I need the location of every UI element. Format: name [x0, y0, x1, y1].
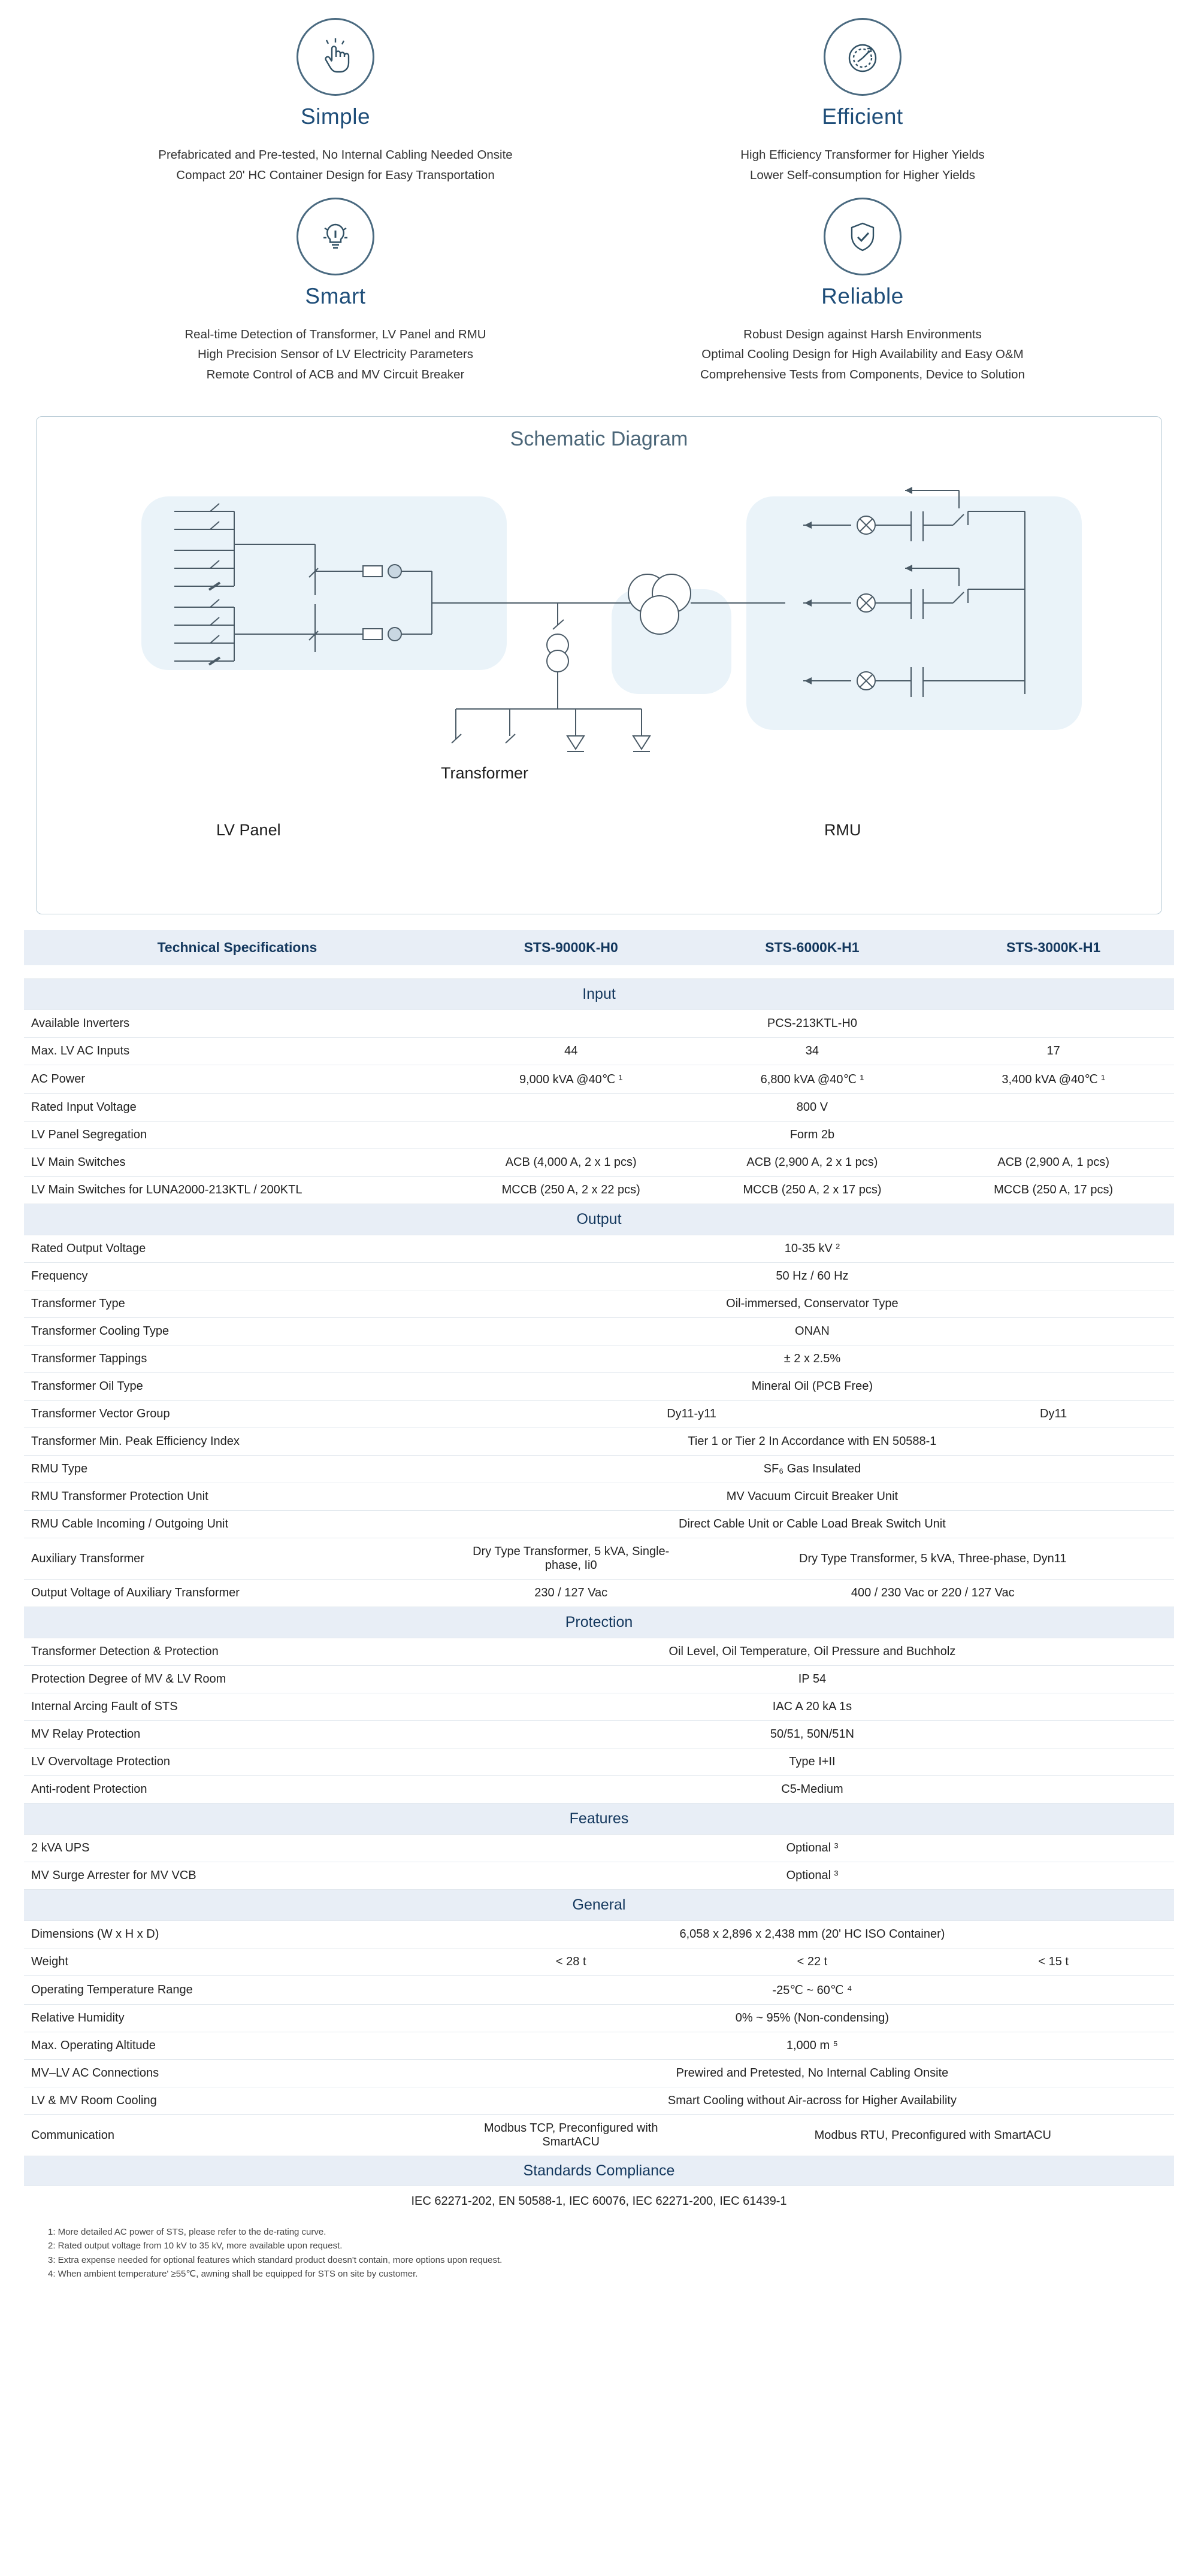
row-value: 44	[450, 1038, 692, 1065]
feature-title: Efficient	[822, 104, 903, 129]
row-value: Dy11-y11	[450, 1401, 933, 1428]
section-header-output	[24, 1204, 1174, 1235]
section-title: Protection	[24, 1607, 1174, 1638]
feature-desc	[90, 145, 581, 186]
feature-smart	[72, 192, 599, 385]
footnote-2: 2: Rated output voltage from 10 kV to 35 kV, more available upon request.	[48, 2241, 343, 2251]
spacer	[24, 965, 1174, 979]
row-value: Smart Cooling without Air-across for Higher Availability	[450, 2087, 1174, 2115]
row-label: Relative Humidity	[24, 2005, 450, 2032]
row-value: SF₆ Gas Insulated	[450, 1456, 1174, 1483]
row-label: Max. LV AC Inputs	[24, 1038, 450, 1065]
row-value: ACB (2,900 A, 2 x 1 pcs)	[692, 1149, 933, 1177]
efficiency-gauge-icon	[824, 18, 901, 96]
row-value: 230 / 127 Vac	[450, 1580, 692, 1607]
row-label: Transformer Vector Group	[24, 1401, 450, 1428]
feature-desc	[90, 325, 581, 385]
row-label: Transformer Type	[24, 1290, 450, 1318]
section-header-input	[24, 979, 1174, 1010]
table-row	[24, 1776, 1174, 1804]
table-row	[24, 1177, 1174, 1204]
schematic-diagram-panel	[36, 416, 1162, 914]
row-value: Tier 1 or Tier 2 In Accordance with EN 50588-1	[450, 1428, 1174, 1456]
rmu-zone	[746, 496, 1082, 730]
row-value: Modbus RTU, Preconfigured with SmartACU	[692, 2115, 1174, 2156]
row-value: ACB (4,000 A, 2 x 1 pcs)	[450, 1149, 692, 1177]
feature-title: Simple	[300, 104, 371, 129]
row-label: Frequency	[24, 1263, 450, 1290]
table-row	[24, 1010, 1174, 1038]
feature-desc	[617, 145, 1108, 186]
row-value: IP 54	[450, 1666, 1174, 1693]
row-label: Rated Input Voltage	[24, 1094, 450, 1122]
lightbulb-idea-icon	[297, 198, 374, 275]
row-value: ONAN	[450, 1318, 1174, 1345]
col-header-sts-3000k-h1: STS-3000K-H1	[933, 930, 1174, 965]
row-label: Protection Degree of MV & LV Room	[24, 1666, 450, 1693]
technical-specifications-table	[24, 930, 1174, 2217]
row-value: Direct Cable Unit or Cable Load Break Switch Unit	[450, 1511, 1174, 1538]
row-value: MCCB (250 A, 17 pcs)	[933, 1177, 1174, 1204]
row-value: PCS-213KTL-H0	[450, 1010, 1174, 1038]
row-value: MCCB (250 A, 2 x 17 pcs)	[692, 1177, 933, 1204]
table-row	[24, 1721, 1174, 1748]
row-value: Dry Type Transformer, 5 kVA, Three-phase, Dyn11	[692, 1538, 1174, 1580]
row-value: 50 Hz / 60 Hz	[450, 1263, 1174, 1290]
col-header-sts-6000k-h1: STS-6000K-H1	[692, 930, 933, 965]
row-label: Transformer Cooling Type	[24, 1318, 450, 1345]
row-value: < 22 t	[692, 1948, 933, 1976]
features-grid	[24, 0, 1174, 403]
table-header-row	[24, 930, 1174, 965]
row-label: RMU Cable Incoming / Outgoing Unit	[24, 1511, 450, 1538]
row-value: 800 V	[450, 1094, 1174, 1122]
row-label: Communication	[24, 2115, 450, 2156]
lv-panel-zone	[141, 496, 507, 670]
table-row	[24, 1149, 1174, 1177]
row-value: Optional ³	[450, 1862, 1174, 1890]
row-label: LV Overvoltage Protection	[24, 1748, 450, 1776]
feature-desc	[617, 325, 1108, 385]
section-title: Features	[24, 1804, 1174, 1835]
row-label: Transformer Tappings	[24, 1345, 450, 1373]
row-value: Dry Type Transformer, 5 kVA, Single-phase, Ii0	[450, 1538, 692, 1580]
table-row	[24, 1263, 1174, 1290]
table-row	[24, 1456, 1174, 1483]
hand-click-icon	[297, 18, 374, 96]
table-row	[24, 1290, 1174, 1318]
row-value: 1,000 m ⁵	[450, 2032, 1174, 2060]
schematic-title: Schematic Diagram	[510, 428, 688, 451]
row-value: 10-35 kV ²	[450, 1235, 1174, 1263]
row-value: 50/51, 50N/51N	[450, 1721, 1174, 1748]
row-label: Transformer Oil Type	[24, 1373, 450, 1401]
row-label: LV Main Switches	[24, 1149, 450, 1177]
row-label: RMU Transformer Protection Unit	[24, 1483, 450, 1511]
row-value: Dy11	[933, 1401, 1174, 1428]
row-value: Mineral Oil (PCB Free)	[450, 1373, 1174, 1401]
schematic-svg	[37, 454, 1163, 898]
row-label: LV Panel Segregation	[24, 1122, 450, 1149]
row-value: -25℃ ~ 60℃ ⁴	[450, 1976, 1174, 2005]
feature-reliable	[599, 192, 1126, 385]
table-row	[24, 1748, 1174, 1776]
table-row	[24, 1122, 1174, 1149]
row-label: Transformer Min. Peak Efficiency Index	[24, 1428, 450, 1456]
row-value: Prewired and Pretested, No Internal Cabling Onsite	[450, 2060, 1174, 2087]
footnotes	[48, 2225, 1174, 2281]
row-value: Form 2b	[450, 1122, 1174, 1149]
table-row	[24, 1401, 1174, 1428]
col-header-sts-9000k-h0: STS-9000K-H0	[450, 930, 692, 965]
row-label: LV & MV Room Cooling	[24, 2087, 450, 2115]
feature-simple	[72, 12, 599, 186]
row-label: MV Relay Protection	[24, 1721, 450, 1748]
section-header-protection	[24, 1607, 1174, 1638]
row-label: 2 kVA UPS	[24, 1835, 450, 1862]
feature-title: Smart	[305, 283, 366, 308]
table-row	[24, 1483, 1174, 1511]
col-header-spec: Technical Specifications	[24, 930, 450, 965]
row-label: AC Power	[24, 1065, 450, 1094]
row-label: Operating Temperature Range	[24, 1976, 450, 2005]
row-value: Oil-immersed, Conservator Type	[450, 1290, 1174, 1318]
row-label: Rated Output Voltage	[24, 1235, 450, 1263]
table-row	[24, 1094, 1174, 1122]
footnote-1: 1: More detailed AC power of STS, please refer to the de-rating curve.	[48, 2227, 326, 2238]
row-value: IAC A 20 kA 1s	[450, 1693, 1174, 1721]
table-row	[24, 2005, 1174, 2032]
row-label: Available Inverters	[24, 1010, 450, 1038]
feature-desc-line: Optimal Cooling Design for High Availability and Easy O&M	[701, 347, 1024, 362]
table-row	[24, 1345, 1174, 1373]
feature-desc-line: Compact 20' HC Container Design for Easy Transportation	[176, 168, 495, 182]
row-value: < 28 t	[450, 1948, 692, 1976]
section-title: Input	[24, 979, 1174, 1010]
row-value: C5-Medium	[450, 1776, 1174, 1804]
row-value: MCCB (250 A, 2 x 22 pcs)	[450, 1177, 692, 1204]
row-value: 400 / 230 Vac or 220 / 127 Vac	[692, 1580, 1174, 1607]
table-row	[24, 1065, 1174, 1094]
row-label: Max. Operating Altitude	[24, 2032, 450, 2060]
row-label: Anti-rodent Protection	[24, 1776, 450, 1804]
feature-desc-line: Remote Control of ACB and MV Circuit Breaker	[206, 368, 465, 382]
schematic-label-rmu: RMU	[824, 821, 861, 840]
row-label: MV Surge Arrester for MV VCB	[24, 1862, 450, 1890]
feature-desc-line: Robust Design against Harsh Environments	[743, 327, 982, 341]
row-value: Optional ³	[450, 1835, 1174, 1862]
row-value: 0% ~ 95% (Non-condensing)	[450, 2005, 1174, 2032]
shield-check-icon	[824, 198, 901, 275]
table-row	[24, 1038, 1174, 1065]
row-value: 34	[692, 1038, 933, 1065]
table-row	[24, 1638, 1174, 1666]
row-value: 6,058 x 2,896 x 2,438 mm (20' HC ISO Container)	[450, 1921, 1174, 1948]
table-row	[24, 1666, 1174, 1693]
feature-efficient	[599, 12, 1126, 186]
schematic-label-transformer: Transformer	[441, 764, 529, 783]
table-row	[24, 2186, 1174, 2217]
table-row	[24, 2115, 1174, 2156]
row-value: MV Vacuum Circuit Breaker Unit	[450, 1483, 1174, 1511]
table-row	[24, 1373, 1174, 1401]
row-value: IEC 62271-202, EN 50588-1, IEC 60076, IEC 62271-200, IEC 61439-1	[411, 2195, 787, 2208]
row-label: RMU Type	[24, 1456, 450, 1483]
schematic-label-lv-panel: LV Panel	[216, 821, 281, 840]
row-label: MV–LV AC Connections	[24, 2060, 450, 2087]
table-row	[24, 1921, 1174, 1948]
row-value: Modbus TCP, Preconfigured with SmartACU	[450, 2115, 692, 2156]
row-value: ACB (2,900 A, 1 pcs)	[933, 1149, 1174, 1177]
footnote-3: 3: Extra expense needed for optional features which standard product doesn't contain, more options upon request.	[48, 2254, 503, 2265]
row-value: < 15 t	[933, 1948, 1174, 1976]
feature-desc-line: Real-time Detection of Transformer, LV Panel and RMU	[184, 327, 486, 341]
row-label: Auxiliary Transformer	[24, 1538, 450, 1580]
row-label: Dimensions (W x H x D)	[24, 1921, 450, 1948]
feature-title: Reliable	[821, 283, 904, 308]
footnote-4: 4: When ambient temperature' ≥55℃, awning shall be equipped for STS on site by customer.	[48, 2268, 418, 2279]
row-value: 17	[933, 1038, 1174, 1065]
table-row	[24, 1318, 1174, 1345]
feature-desc-line: High Precision Sensor of LV Electricity Parameters	[198, 347, 473, 362]
row-value: 3,400 kVA @40℃ ¹	[933, 1065, 1174, 1094]
table-row	[24, 2087, 1174, 2115]
row-label: Output Voltage of Auxiliary Transformer	[24, 1580, 450, 1607]
row-label: Transformer Detection & Protection	[24, 1638, 450, 1666]
section-header-features	[24, 1804, 1174, 1835]
table-row	[24, 1428, 1174, 1456]
table-row	[24, 1235, 1174, 1263]
feature-desc-line: Comprehensive Tests from Components, Device to Solution	[700, 368, 1025, 382]
row-value: 9,000 kVA @40℃ ¹	[450, 1065, 692, 1094]
feature-desc-line: Lower Self-consumption for Higher Yields	[749, 168, 976, 182]
row-label: Internal Arcing Fault of STS	[24, 1693, 450, 1721]
table-row	[24, 1862, 1174, 1890]
feature-desc-line: High Efficiency Transformer for Higher Yields	[740, 148, 985, 162]
row-value: Type I+II	[450, 1748, 1174, 1776]
section-title: Standards Compliance	[24, 2156, 1174, 2186]
row-label: Weight	[24, 1948, 450, 1976]
table-row	[24, 1948, 1174, 1976]
feature-desc-line: Prefabricated and Pre-tested, No Internal Cabling Needed Onsite	[158, 148, 513, 162]
table-row	[24, 1835, 1174, 1862]
table-row	[24, 2032, 1174, 2060]
section-header-general	[24, 1890, 1174, 1921]
row-value: Oil Level, Oil Temperature, Oil Pressure and Buchholz	[450, 1638, 1174, 1666]
section-title: Output	[24, 1204, 1174, 1235]
table-row	[24, 2060, 1174, 2087]
section-title: General	[24, 1890, 1174, 1921]
table-row	[24, 1580, 1174, 1607]
row-label: LV Main Switches for LUNA2000-213KTL / 200KTL	[24, 1177, 450, 1204]
table-row	[24, 1511, 1174, 1538]
section-header-standards	[24, 2156, 1174, 2186]
table-row	[24, 1693, 1174, 1721]
table-row	[24, 1538, 1174, 1580]
table-row	[24, 1976, 1174, 2005]
row-value: 6,800 kVA @40℃ ¹	[692, 1065, 933, 1094]
row-value: ± 2 x 2.5%	[450, 1345, 1174, 1373]
